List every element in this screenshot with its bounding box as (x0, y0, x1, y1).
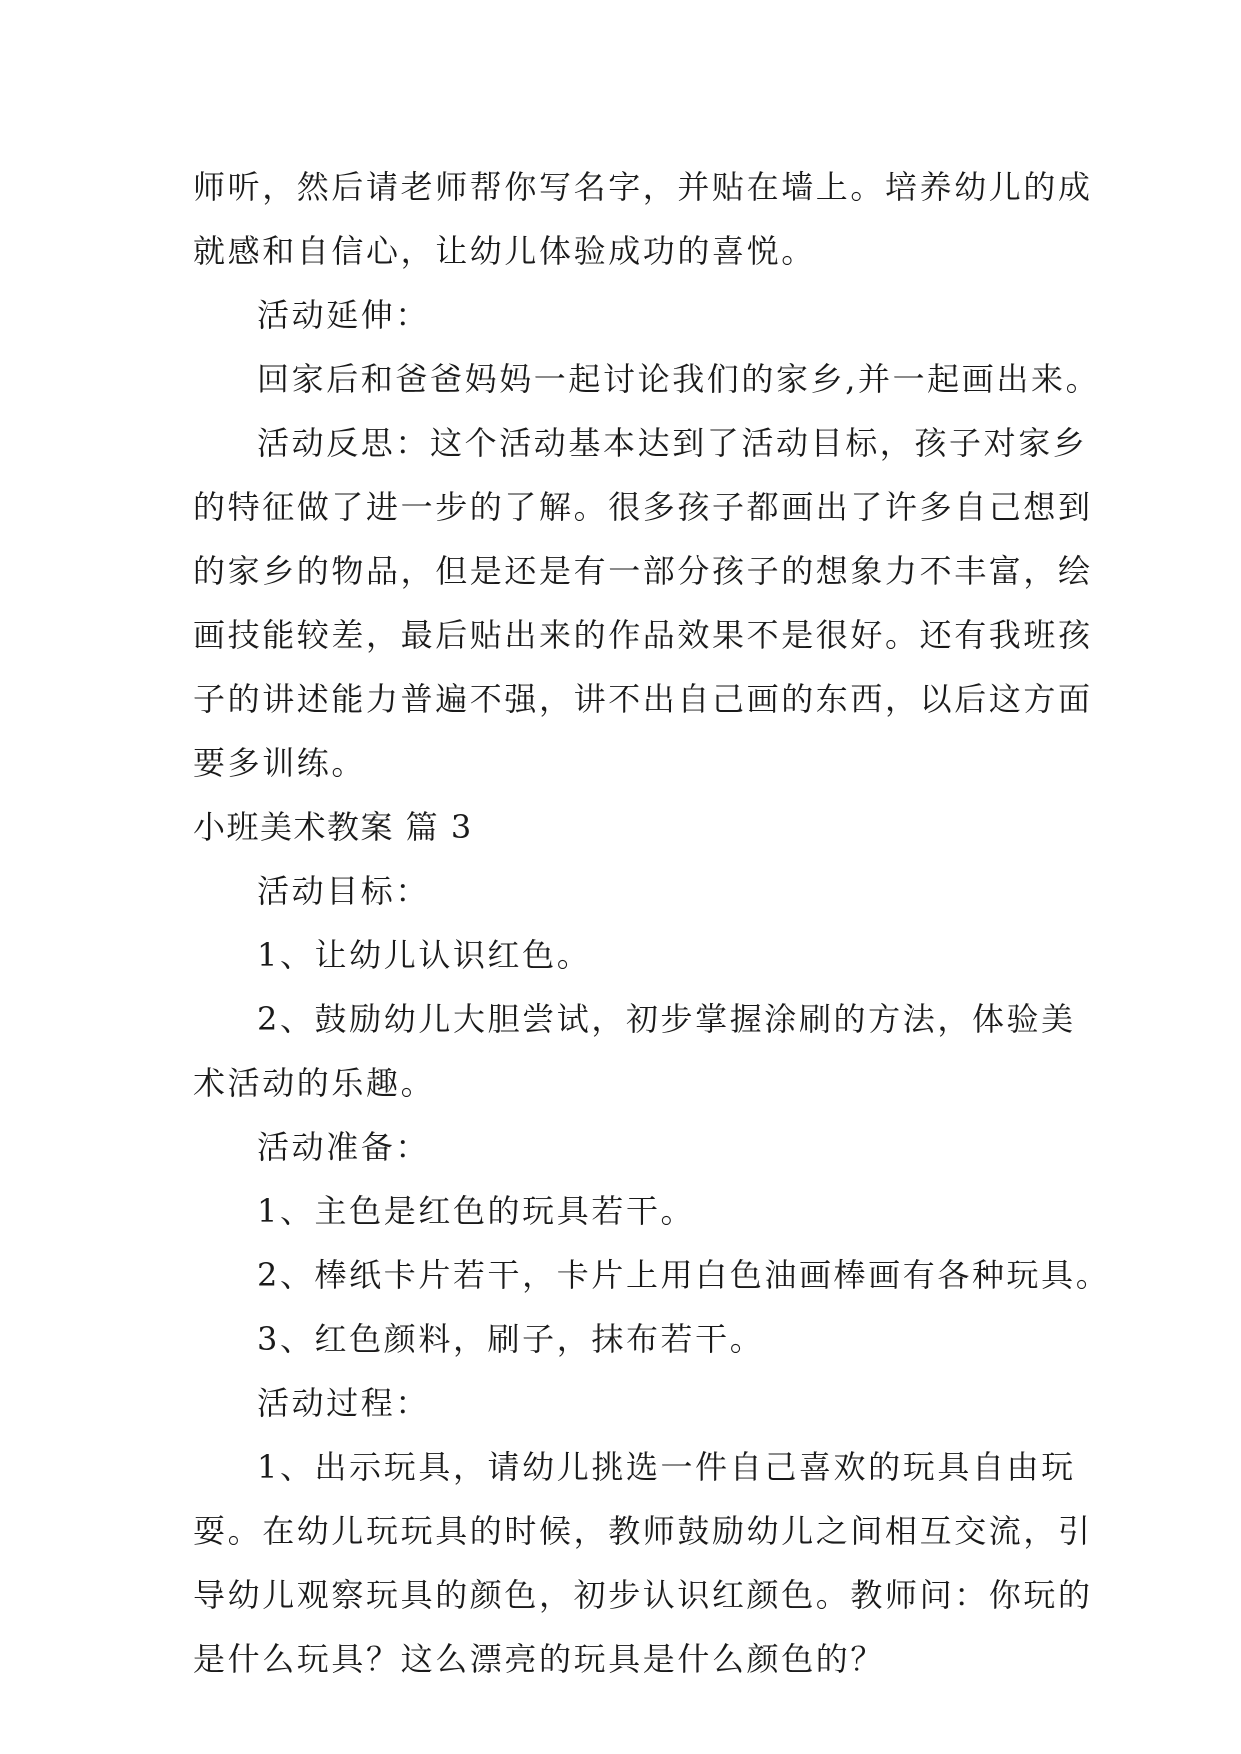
text-line: 导幼儿观察玩具的颜色，初步认识红颜色。教师问：你玩的 (193, 1576, 1093, 1614)
section-label: 活动过程： (257, 1384, 431, 1422)
text-line: 就感和自信心，让幼儿体验成功的喜悦。 (193, 232, 816, 270)
text-line: 的家乡的物品，但是还是有一部分孩子的想象力不丰富，绘 (193, 552, 1093, 590)
text-line: 是什么玩具？这么漂亮的玩具是什么颜色的？ (193, 1640, 886, 1678)
section-heading: 小班美术教案 篇 3 (193, 808, 473, 846)
list-item: 2、鼓励幼儿大胆尝试，初步掌握涂刷的方法，体验美 (257, 1000, 1076, 1038)
list-item: 1、主色是红色的玩具若干。 (257, 1192, 696, 1230)
text-line: 画技能较差，最后贴出来的作品效果不是很好。还有我班孩 (193, 616, 1093, 654)
list-item: 2、棒纸卡片若干，卡片上用白色油画棒画有各种玩具。 (257, 1256, 1111, 1294)
list-item: 1、出示玩具，请幼儿挑选一件自己喜欢的玩具自由玩 (257, 1448, 1076, 1486)
section-label: 活动准备： (257, 1128, 431, 1166)
text-line: 回家后和爸爸妈妈一起讨论我们的家乡,并一起画出来。 (257, 360, 1101, 398)
text-line: 子的讲述能力普遍不强，讲不出自己画的东西，以后这方面 (193, 680, 1093, 718)
list-item: 3、红色颜料，刷子，抹布若干。 (257, 1320, 765, 1358)
text-line: 师听，然后请老师帮你写名字，并贴在墙上。培养幼儿的成 (193, 168, 1093, 206)
section-label: 活动目标： (257, 872, 431, 910)
text-line: 术活动的乐趣。 (193, 1064, 436, 1102)
list-item: 1、让幼儿认识红色。 (257, 936, 592, 974)
text-line: 要多训练。 (193, 744, 367, 782)
text-line: 的特征做了进一步的了解。很多孩子都画出了许多自己想到 (193, 488, 1093, 526)
text-line: 活动反思：这个活动基本达到了活动目标，孩子对家乡 (257, 424, 1088, 462)
text-line: 耍。在幼儿玩玩具的时候，教师鼓励幼儿之间相互交流，引 (193, 1512, 1093, 1550)
document-body (193, 155, 1111, 1691)
section-label: 活动延伸： (257, 296, 431, 334)
